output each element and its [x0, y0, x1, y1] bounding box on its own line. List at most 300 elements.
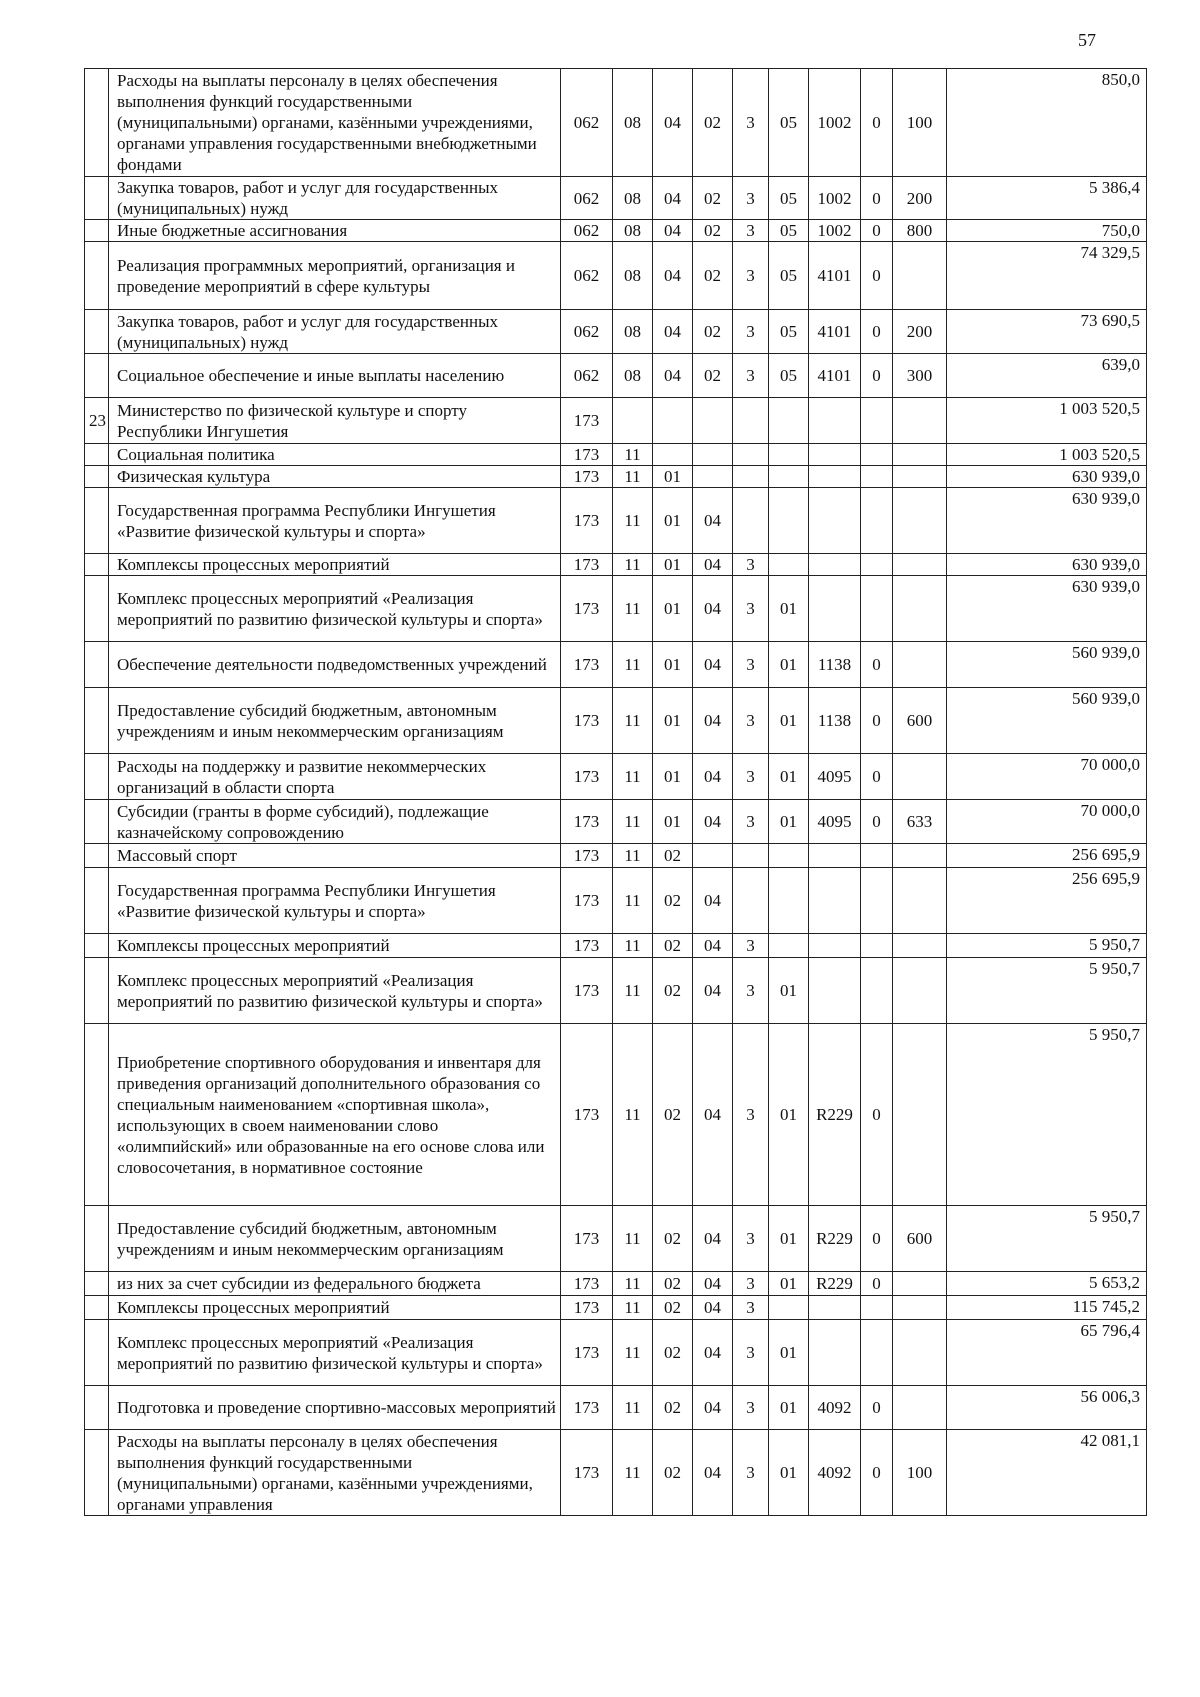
- code-extra: [861, 868, 893, 934]
- code-program: 04: [693, 868, 733, 934]
- row-number: [85, 177, 109, 220]
- code-program-type: 3: [733, 220, 769, 242]
- code-direction: 4092: [809, 1386, 861, 1430]
- code-direction: [809, 398, 861, 444]
- code-subsection: 01: [653, 754, 693, 800]
- row-number: [85, 242, 109, 310]
- row-number: [85, 576, 109, 642]
- code-subsection: 01: [653, 576, 693, 642]
- code-program-type: 3: [733, 1272, 769, 1296]
- row-name: Расходы на поддержку и развитие некоммерческих организаций в области спорта: [109, 754, 561, 800]
- row-number: [85, 934, 109, 958]
- code-department: 062: [561, 354, 613, 398]
- row-amount: 630 939,0: [947, 488, 1147, 554]
- table-row: [85, 177, 1147, 220]
- code-extra: 0: [861, 1386, 893, 1430]
- code-department: 173: [561, 800, 613, 844]
- row-amount: 115 745,2: [947, 1296, 1147, 1320]
- row-number: [85, 488, 109, 554]
- code-subsection: 01: [653, 800, 693, 844]
- table-row: [85, 754, 1147, 800]
- code-extra: [861, 844, 893, 868]
- code-subsection: 01: [653, 688, 693, 754]
- row-amount: 65 796,4: [947, 1320, 1147, 1386]
- code-section: 11: [613, 958, 653, 1024]
- code-expense-type: [893, 844, 947, 868]
- row-amount: 560 939,0: [947, 688, 1147, 754]
- page-number: 57: [1078, 30, 1096, 50]
- code-department: 173: [561, 688, 613, 754]
- code-subsection: 02: [653, 1024, 693, 1206]
- code-section: 08: [613, 69, 653, 177]
- table-row: [85, 554, 1147, 576]
- code-section: 11: [613, 1320, 653, 1386]
- code-program-type: [733, 398, 769, 444]
- code-program-type: 3: [733, 688, 769, 754]
- code-department: 173: [561, 1320, 613, 1386]
- code-expense-type: [893, 1320, 947, 1386]
- code-program: [693, 844, 733, 868]
- code-program-type: 3: [733, 576, 769, 642]
- code-department: 173: [561, 958, 613, 1024]
- code-subsection: [653, 444, 693, 466]
- table-row: [85, 1024, 1147, 1206]
- code-extra: 0: [861, 800, 893, 844]
- code-measure: 05: [769, 242, 809, 310]
- code-expense-type: [893, 1386, 947, 1430]
- code-department: 173: [561, 554, 613, 576]
- code-program: [693, 466, 733, 488]
- code-section: 11: [613, 934, 653, 958]
- row-amount: 1 003 520,5: [947, 398, 1147, 444]
- row-name: из них за счет субсидии из федерального бюджета: [109, 1272, 561, 1296]
- code-program: 04: [693, 958, 733, 1024]
- code-measure: 01: [769, 1272, 809, 1296]
- row-amount: 56 006,3: [947, 1386, 1147, 1430]
- row-name: Комплексы процессных мероприятий: [109, 1296, 561, 1320]
- code-direction: 4095: [809, 754, 861, 800]
- row-amount: 256 695,9: [947, 844, 1147, 868]
- row-number: [85, 642, 109, 688]
- code-direction: R229: [809, 1024, 861, 1206]
- row-name: Субсидии (гранты в форме субсидий), подлежащие казначейскому сопровождению: [109, 800, 561, 844]
- table-row: [85, 1206, 1147, 1272]
- code-expense-type: [893, 576, 947, 642]
- code-direction: [809, 1296, 861, 1320]
- code-direction: [809, 466, 861, 488]
- row-number: [85, 1206, 109, 1272]
- code-subsection: 01: [653, 466, 693, 488]
- row-number: 23: [85, 398, 109, 444]
- code-measure: [769, 398, 809, 444]
- row-name: Комплекс процессных мероприятий «Реализация мероприятий по развитию физической культуры и спорта»: [109, 576, 561, 642]
- table-row: [85, 398, 1147, 444]
- code-department: 173: [561, 1296, 613, 1320]
- table-row: [85, 310, 1147, 354]
- code-department: 173: [561, 1386, 613, 1430]
- row-amount: 70 000,0: [947, 754, 1147, 800]
- code-direction: R229: [809, 1206, 861, 1272]
- code-program: 04: [693, 576, 733, 642]
- code-expense-type: 200: [893, 177, 947, 220]
- code-program: 04: [693, 554, 733, 576]
- code-subsection: 02: [653, 1296, 693, 1320]
- row-number: [85, 1272, 109, 1296]
- code-expense-type: [893, 398, 947, 444]
- code-subsection: 01: [653, 642, 693, 688]
- code-measure: [769, 844, 809, 868]
- code-expense-type: 300: [893, 354, 947, 398]
- row-name: Расходы на выплаты персоналу в целях обеспечения выполнения функций государственными (муниципальными) органами, казёнными учреждениями, органами управления государственными внебюджетными фондами: [109, 69, 561, 177]
- code-program: 04: [693, 1024, 733, 1206]
- code-direction: [809, 488, 861, 554]
- row-number: [85, 554, 109, 576]
- code-section: [613, 398, 653, 444]
- row-number: [85, 354, 109, 398]
- row-number: [85, 844, 109, 868]
- code-section: 11: [613, 554, 653, 576]
- code-expense-type: [893, 1024, 947, 1206]
- code-measure: 01: [769, 642, 809, 688]
- code-expense-type: [893, 554, 947, 576]
- code-subsection: 04: [653, 69, 693, 177]
- code-expense-type: 600: [893, 688, 947, 754]
- code-extra: 0: [861, 1024, 893, 1206]
- row-amount: 42 081,1: [947, 1430, 1147, 1516]
- code-program-type: 3: [733, 1024, 769, 1206]
- code-extra: [861, 466, 893, 488]
- row-amount: 5 950,7: [947, 958, 1147, 1024]
- row-name: Реализация программных мероприятий, организация и проведение мероприятий в сфере культуры: [109, 242, 561, 310]
- row-name: Приобретение спортивного оборудования и инвентаря для приведения организаций дополнительного образования со специальным наименованием «спортивная школа», использующих в своем наименовании слово «олимпийский» или образованные на его основе слова или словосочетания, в нормативное состояние: [109, 1024, 561, 1206]
- code-measure: 05: [769, 69, 809, 177]
- row-amount: 74 329,5: [947, 242, 1147, 310]
- code-measure: 01: [769, 958, 809, 1024]
- code-subsection: 02: [653, 1386, 693, 1430]
- code-measure: 01: [769, 576, 809, 642]
- row-amount: 5 653,2: [947, 1272, 1147, 1296]
- code-direction: 1138: [809, 688, 861, 754]
- code-program: 04: [693, 1206, 733, 1272]
- row-number: [85, 466, 109, 488]
- code-expense-type: [893, 466, 947, 488]
- code-section: 08: [613, 242, 653, 310]
- row-number: [85, 958, 109, 1024]
- code-section: 11: [613, 444, 653, 466]
- code-program: 02: [693, 242, 733, 310]
- code-program: 04: [693, 800, 733, 844]
- code-program-type: 3: [733, 800, 769, 844]
- code-expense-type: 100: [893, 69, 947, 177]
- code-program-type: 3: [733, 177, 769, 220]
- code-expense-type: 200: [893, 310, 947, 354]
- row-number: [85, 800, 109, 844]
- row-name: Подготовка и проведение спортивно-массовых мероприятий: [109, 1386, 561, 1430]
- code-extra: 0: [861, 754, 893, 800]
- row-name: Физическая культура: [109, 466, 561, 488]
- code-department: 173: [561, 398, 613, 444]
- code-program: 04: [693, 642, 733, 688]
- code-subsection: 02: [653, 1430, 693, 1516]
- code-section: 11: [613, 642, 653, 688]
- code-direction: [809, 958, 861, 1024]
- code-subsection: 02: [653, 958, 693, 1024]
- code-program-type: 3: [733, 754, 769, 800]
- code-extra: [861, 554, 893, 576]
- code-subsection: 04: [653, 220, 693, 242]
- row-amount: 630 939,0: [947, 554, 1147, 576]
- code-measure: [769, 868, 809, 934]
- code-direction: [809, 844, 861, 868]
- code-department: 173: [561, 868, 613, 934]
- table-row: [85, 69, 1147, 177]
- code-extra: 0: [861, 177, 893, 220]
- code-program-type: 3: [733, 242, 769, 310]
- code-program: 04: [693, 1386, 733, 1430]
- code-department: 173: [561, 934, 613, 958]
- code-program: 02: [693, 310, 733, 354]
- row-amount: 639,0: [947, 354, 1147, 398]
- code-extra: [861, 398, 893, 444]
- table-row: [85, 958, 1147, 1024]
- row-name: Комплексы процессных мероприятий: [109, 554, 561, 576]
- code-section: 08: [613, 177, 653, 220]
- code-program-type: [733, 466, 769, 488]
- row-number: [85, 1296, 109, 1320]
- code-measure: 05: [769, 177, 809, 220]
- row-name: Предоставление субсидий бюджетным, автономным учреждениям и иным некоммерческим организациям: [109, 688, 561, 754]
- code-subsection: 02: [653, 934, 693, 958]
- code-direction: [809, 444, 861, 466]
- code-measure: [769, 466, 809, 488]
- code-program-type: 3: [733, 934, 769, 958]
- code-program: 04: [693, 1430, 733, 1516]
- code-program: 02: [693, 220, 733, 242]
- code-measure: 01: [769, 754, 809, 800]
- code-program: [693, 398, 733, 444]
- code-section: 11: [613, 754, 653, 800]
- table-row: [85, 868, 1147, 934]
- code-direction: 4101: [809, 242, 861, 310]
- row-amount: 5 950,7: [947, 1206, 1147, 1272]
- code-section: 11: [613, 1386, 653, 1430]
- row-amount: 70 000,0: [947, 800, 1147, 844]
- row-number: [85, 754, 109, 800]
- code-expense-type: [893, 488, 947, 554]
- code-section: 11: [613, 1272, 653, 1296]
- code-program-type: [733, 488, 769, 554]
- code-expense-type: [893, 934, 947, 958]
- code-expense-type: [893, 242, 947, 310]
- row-name: Массовый спорт: [109, 844, 561, 868]
- code-measure: 01: [769, 1430, 809, 1516]
- table-row: [85, 800, 1147, 844]
- code-expense-type: [893, 958, 947, 1024]
- code-program-type: 3: [733, 310, 769, 354]
- code-measure: 01: [769, 1386, 809, 1430]
- code-program: 04: [693, 754, 733, 800]
- code-program: 02: [693, 177, 733, 220]
- code-department: 062: [561, 310, 613, 354]
- code-expense-type: [893, 868, 947, 934]
- row-amount: 1 003 520,5: [947, 444, 1147, 466]
- row-number: [85, 220, 109, 242]
- code-section: 11: [613, 1024, 653, 1206]
- code-department: 173: [561, 488, 613, 554]
- row-amount: 850,0: [947, 69, 1147, 177]
- code-program: 04: [693, 934, 733, 958]
- row-name: Комплексы процессных мероприятий: [109, 934, 561, 958]
- code-program: 04: [693, 1320, 733, 1386]
- code-section: 11: [613, 1430, 653, 1516]
- code-extra: [861, 444, 893, 466]
- code-subsection: 02: [653, 844, 693, 868]
- row-amount: 750,0: [947, 220, 1147, 242]
- code-department: 062: [561, 177, 613, 220]
- row-amount: 5 950,7: [947, 934, 1147, 958]
- code-expense-type: 100: [893, 1430, 947, 1516]
- code-section: 11: [613, 1296, 653, 1320]
- code-department: 173: [561, 754, 613, 800]
- code-subsection: 04: [653, 354, 693, 398]
- table-row: [85, 1430, 1147, 1516]
- code-measure: [769, 554, 809, 576]
- code-department: 062: [561, 242, 613, 310]
- code-section: 11: [613, 868, 653, 934]
- code-program-type: 3: [733, 1320, 769, 1386]
- budget-table-body: [85, 69, 1147, 1516]
- table-row: [85, 354, 1147, 398]
- code-department: 062: [561, 69, 613, 177]
- row-number: [85, 868, 109, 934]
- code-measure: [769, 444, 809, 466]
- row-number: [85, 1386, 109, 1430]
- code-measure: 01: [769, 800, 809, 844]
- code-expense-type: 600: [893, 1206, 947, 1272]
- code-section: 11: [613, 488, 653, 554]
- code-extra: [861, 576, 893, 642]
- code-expense-type: [893, 1296, 947, 1320]
- row-number: [85, 688, 109, 754]
- budget-table: [84, 68, 1147, 1516]
- code-department: 173: [561, 466, 613, 488]
- code-extra: 0: [861, 1430, 893, 1516]
- row-amount: 630 939,0: [947, 576, 1147, 642]
- row-name: Комплекс процессных мероприятий «Реализация мероприятий по развитию физической культуры и спорта»: [109, 1320, 561, 1386]
- code-program: 04: [693, 1296, 733, 1320]
- code-extra: 0: [861, 1272, 893, 1296]
- code-section: 08: [613, 354, 653, 398]
- code-direction: [809, 1320, 861, 1386]
- row-name: Закупка товаров, работ и услуг для государственных (муниципальных) нужд: [109, 177, 561, 220]
- code-expense-type: [893, 642, 947, 688]
- code-measure: [769, 1296, 809, 1320]
- code-program-type: [733, 868, 769, 934]
- code-department: 173: [561, 1272, 613, 1296]
- code-direction: R229: [809, 1272, 861, 1296]
- code-expense-type: [893, 444, 947, 466]
- row-name: Государственная программа Республики Ингушетия «Развитие физической культуры и спорта»: [109, 868, 561, 934]
- code-extra: 0: [861, 310, 893, 354]
- row-name: Расходы на выплаты персоналу в целях обеспечения выполнения функций государственными (муниципальными) органами, казёнными учреждениями, органами управления: [109, 1430, 561, 1516]
- code-direction: 4095: [809, 800, 861, 844]
- code-program-type: 3: [733, 1386, 769, 1430]
- code-program-type: [733, 444, 769, 466]
- table-row: [85, 220, 1147, 242]
- code-extra: 0: [861, 688, 893, 754]
- code-section: 11: [613, 576, 653, 642]
- code-subsection: 02: [653, 1272, 693, 1296]
- code-measure: [769, 488, 809, 554]
- row-amount: 73 690,5: [947, 310, 1147, 354]
- table-row: [85, 934, 1147, 958]
- code-program: 02: [693, 354, 733, 398]
- code-measure: [769, 934, 809, 958]
- code-extra: 0: [861, 220, 893, 242]
- code-section: 11: [613, 466, 653, 488]
- row-amount: 5 386,4: [947, 177, 1147, 220]
- code-department: 062: [561, 220, 613, 242]
- code-expense-type: [893, 1272, 947, 1296]
- code-direction: 1002: [809, 177, 861, 220]
- table-row: [85, 1296, 1147, 1320]
- code-section: 11: [613, 844, 653, 868]
- code-subsection: [653, 398, 693, 444]
- table-row: [85, 488, 1147, 554]
- code-extra: 0: [861, 642, 893, 688]
- table-row: [85, 444, 1147, 466]
- code-program-type: 3: [733, 1206, 769, 1272]
- code-direction: 1002: [809, 69, 861, 177]
- row-number: [85, 444, 109, 466]
- code-subsection: 04: [653, 310, 693, 354]
- code-subsection: 01: [653, 554, 693, 576]
- row-name: Иные бюджетные ассигнования: [109, 220, 561, 242]
- code-department: 173: [561, 1024, 613, 1206]
- code-program: [693, 444, 733, 466]
- code-direction: [809, 576, 861, 642]
- code-expense-type: [893, 754, 947, 800]
- row-name: Министерство по физической культуре и спорту Республики Ингушетия: [109, 398, 561, 444]
- row-amount: 630 939,0: [947, 466, 1147, 488]
- code-measure: 01: [769, 1024, 809, 1206]
- code-direction: 1002: [809, 220, 861, 242]
- row-number: [85, 69, 109, 177]
- code-direction: 1138: [809, 642, 861, 688]
- code-department: 173: [561, 1206, 613, 1272]
- row-number: [85, 1320, 109, 1386]
- code-subsection: 02: [653, 868, 693, 934]
- row-name: Социальное обеспечение и иные выплаты населению: [109, 354, 561, 398]
- code-department: 173: [561, 1430, 613, 1516]
- code-extra: [861, 958, 893, 1024]
- code-expense-type: 800: [893, 220, 947, 242]
- code-measure: 05: [769, 220, 809, 242]
- table-row: [85, 1386, 1147, 1430]
- code-program-type: 3: [733, 642, 769, 688]
- code-direction: [809, 554, 861, 576]
- code-section: 08: [613, 310, 653, 354]
- code-section: 11: [613, 1206, 653, 1272]
- code-program-type: 3: [733, 69, 769, 177]
- row-name: Социальная политика: [109, 444, 561, 466]
- code-direction: 4092: [809, 1430, 861, 1516]
- code-extra: 0: [861, 69, 893, 177]
- table-row: [85, 1320, 1147, 1386]
- code-program-type: 3: [733, 1430, 769, 1516]
- row-amount: 560 939,0: [947, 642, 1147, 688]
- code-measure: 01: [769, 1320, 809, 1386]
